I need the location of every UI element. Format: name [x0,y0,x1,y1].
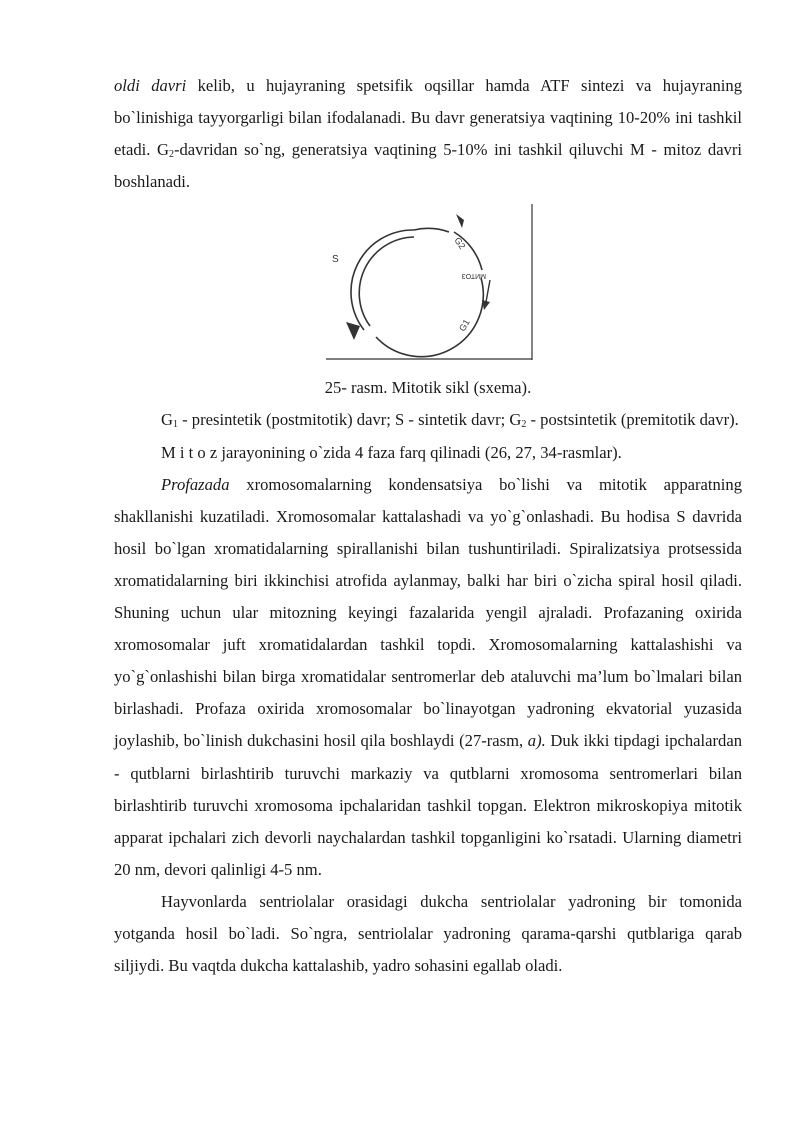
text: - presintetik (postmitotik) davr; S - sintetik davr; G [177,410,522,430]
legend-paragraph [114,404,742,436]
arrow-icon [482,300,490,310]
paragraph-g2-period [114,70,742,198]
text: - postsintetik (premitotik davr). [526,410,739,430]
page-content [114,70,742,982]
paragraph-hayvonlarda: Hayvonlarda sentriolalar orasidagi dukcha sentriolalar yadroning bir tomonida yotganda hosil bo`ladi. So`ngra, sentriolalar yadroning qarama-qarshi qutblariga qarab siljiydi. Bu vaqtda dukcha kattalashib, yadro sohasini egallab oladi. [114,891,742,976]
cycle-arc-top [414,229,449,233]
arrow-icon [346,322,360,340]
label-g2: G2 [452,235,468,252]
mitotic-cycle-diagram [114,202,742,372]
figure-caption: 25- rasm. Mitotik sikl (sxema). [324,378,532,398]
subscript: 1 [172,419,178,431]
arrow-shaft [486,280,490,302]
paragraph-profaza [114,469,742,886]
cycle-arc-g1 [376,278,483,357]
mitotic-cycle-figure [114,202,742,372]
subscript: 2 [168,149,174,161]
text: xromosomalarning kondensatsiya bo`lishi va mitotik apparatning shakllanishi kuzatiladi. Xromosomalar kattalashadi va yo`g`onlashadi. Bu hodisa S davrida hosil bo`lgan xromatidalarning spirallanishi bilan tushuntiriladi. Spiralizatsiya protsessida xromatidalarning biri ikkinchisi atrofida aylanmay, balki har biri o`zicha spiral hosil qiladi. Shuning uchun ular mitozning keyingi fazalarida yengil ajraladi. Profazaning oxirida xromosomalar juft xromatidalardan tashkil topdi. Xromosomalarning kattalashishi va yo`g`onlashishi bilan birga xromatidalar sentromerlar deb ataluvchi ma’lum bo`lmalari bilan birlashadi. Profaza oxirida xromosomalar bo`linayotgan yadroning ekvatorial yuzasida joylashib, bo`linish dukchasini hosil qila boshlaydi (27-rasm, [114,474,742,751]
arrow-icon [456,214,464,228]
label-g1: G1 [457,317,472,334]
text: Duk ikki tipdagi ipchalardan - qutblarni birlashtirib turuvchi markaziy va qutblarni xromosoma sentromerlari bilan birlashtirib turuvchi xromosoma ipchalaridan tashkil topgan. Elektron mikroskopiya mitotik apparat ipchalari zich devorli naychalardan tashkil topganligini ko`rsatadi. Ularning diametri 20 nm, devori qalinligi 4-5 nm. [114,731,743,879]
subscript: 2 [521,419,527,431]
label-s: S [332,254,339,266]
italic-ref: a). [527,731,546,751]
label-mitoz: MИТОЗ [461,272,486,280]
paragraph-mitoz: M i t o z jarayonining o`zida 4 faza farq qilinadi (26, 27, 34-rasmlar). [161,442,622,462]
italic-lead: oldi davri [114,76,187,95]
text: G [161,410,173,430]
text: -davridan so`ng, generatsiya vaqtining 5-10% ini tashkil qiluvchi M - mitoz davri boshlanadi. [114,140,742,192]
italic-lead: Profazada [161,474,230,494]
text: kelib, u hujayraning spetsifik oqsillar hamda ATF sintezi va hujayraning bo`linishiga tayyorgarligi bilan ifodalanadi. Bu davr generatsiya vaqtining 10-20% ini tashkil etadi. G [114,76,742,160]
